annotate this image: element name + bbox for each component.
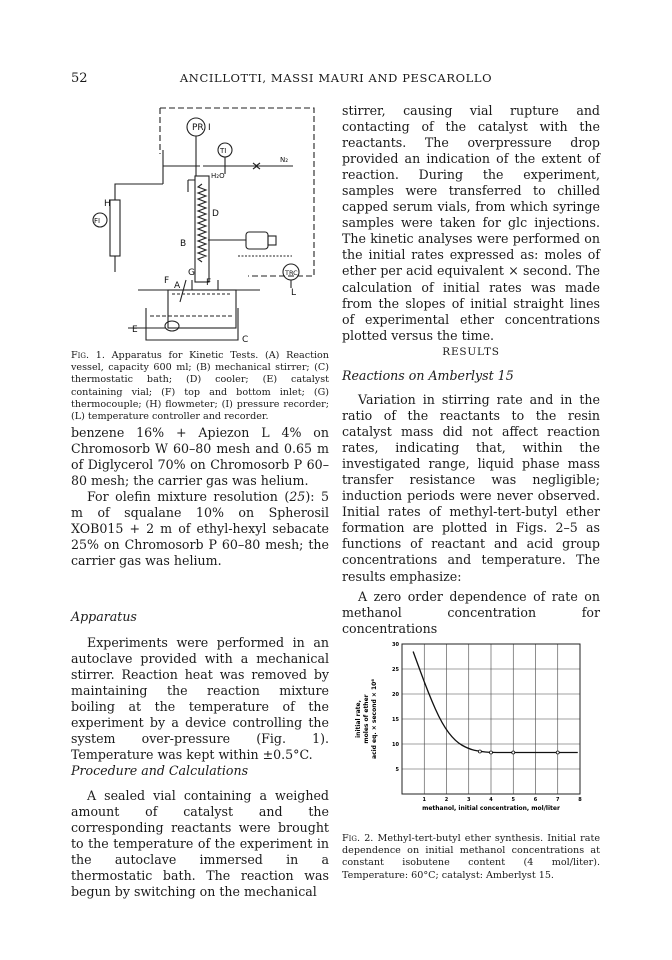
heading-amberlyst: Reactions on Amberlyst 15: [342, 368, 514, 383]
label-g: G: [188, 268, 195, 278]
reference-number: 25: [289, 489, 306, 505]
left-column-apparatus: [71, 635, 329, 763]
series-line: [413, 652, 578, 753]
right-column-results: [342, 392, 600, 637]
figure-1-caption-text: Apparatus for Kinetic Tests. (A) Reaction vessel, capacity 600 ml; (B) mechanical stirrer; (C) thermostatic bath; (D) cooler; (E) catalyst containing vial; (F) top and bottom inlet; (G) thermocouple; (H) flowmeter; (I) pressure recorder; (L) temperature controller and recorder.: [71, 350, 329, 423]
paragraph-apparatus: Experiments were performed in an autoclave provided with a mechanical stirrer. Reaction heat was removed by maintaining the reaction mixture boiling at the temperature of the experiment by a device controlling the system over-pressure (Fig. 1). Temperature was kept within ±0.5°C.: [71, 635, 329, 763]
y-tick-label: 30: [392, 642, 399, 648]
paragraph-results: Variation in stirring rate and in the ratio of the reactants to the resin catalyst mass did not affect reaction rates, indicating that, within the investigated range, liquid phase mass transfer resistance was negligible; induction periods were never observed. Initial rates of methyl-tert-butyl ether formation are plotted in Figs. 2–5 as functions of reactant and acid group concentrations and temperature. The results emphasize:: [342, 392, 600, 584]
x-tick-label: 8: [578, 797, 582, 803]
x-axis-label: methanol, initial concentration, mol/liter: [422, 805, 560, 812]
y-axis-label-line-1: initial rate,: [355, 700, 362, 738]
y-axis-label-line-2: moles of ether: [363, 694, 370, 744]
figure-2-caption-lead: Fig. 2.: [342, 833, 374, 844]
paragraph-procedure: A sealed vial containing a weighed amount of catalyst and the corresponding reactants were brought to the temperature of the experiment in the autoclave immersed in a thermostatic bath. The reaction was begun by switching on the mechanical: [71, 788, 329, 900]
paragraph-method: stirrer, causing vial rupture and contacting of the catalyst with the reactants. The overpressure drop provided an indication of the extent of reaction. During the experiment, samples were transferred to chilled capped serum vials, from which syringe samples were taken for glc injections. The kinetic analyses were performed on the initial rates expressed as: moles of ether per acid equivalent × second. The calculation of initial rates was made from the slopes of initial straight lines of experimental ether concentrations plotted versus the time.: [342, 103, 600, 343]
label-d: D: [212, 209, 219, 219]
figure-1-caption-lead: Fig. 1.: [71, 350, 105, 361]
x-tick-label: 6: [533, 797, 538, 803]
label-f-right: F: [206, 278, 212, 288]
data-point: [490, 751, 493, 754]
left-column-top: [71, 425, 329, 569]
figure-2-chart: [340, 636, 602, 826]
paragraph-olefin-resolution: For olefin mixture resolution (25): 5 m of squalane 10% on Spherosil XOB015 + 2 m of ethyl-hexyl sebacate 25% on Chromosorb P 60–80 mesh; the carrier gas was helium.: [71, 489, 329, 569]
y-axis-label-line-3: acid eq. × second × 10⁶: [371, 679, 378, 759]
y-tick-label: 5: [395, 767, 399, 773]
figure-2-caption-text: Methyl-tert-butyl ether synthesis. Initial rate dependence on initial methanol concentrations at constant isobutene content (4 mol/liter). Temperature: 60°C; catalyst: Amberlyst 15.: [342, 833, 600, 881]
label-h2o: H₂O: [211, 172, 225, 180]
x-tick-label: 2: [444, 797, 449, 803]
figure-1-caption: [71, 350, 329, 423]
label-f-left: F: [164, 276, 170, 286]
label-i: I: [208, 123, 211, 133]
paragraph-zero-order: A zero order dependence of rate on methanol concentration for concentrations: [342, 588, 600, 636]
y-tick-label: 20: [392, 692, 399, 698]
label-ti: TI: [220, 147, 227, 155]
page-number: 52: [71, 71, 88, 86]
y-tick-label: 10: [392, 742, 399, 748]
right-column-top: [342, 103, 600, 344]
x-tick-label: 4: [489, 797, 493, 803]
label-c: C: [242, 335, 249, 344]
label-e: E: [132, 325, 138, 335]
x-tick-label: 3: [467, 797, 471, 803]
x-tick-label: 1: [422, 797, 426, 803]
heading-procedure: Procedure and Calculations: [71, 763, 249, 778]
data-point: [512, 751, 515, 754]
label-fi: FI: [94, 217, 101, 225]
figure-2-caption: [342, 833, 600, 882]
label-b: B: [180, 239, 187, 249]
data-point: [556, 751, 559, 754]
left-column-procedure: [71, 788, 329, 900]
y-tick-label: 25: [392, 667, 399, 673]
heading-results: RESULTS: [442, 346, 500, 358]
paragraph-gc-columns: benzene 16% + Apiezon L 4% on Chromosorb W 60–80 mesh and 0.65 m of Diglycerol 70% on Chromosorb P 60–80 mesh; the carrier gas was helium.: [71, 425, 329, 489]
label-pr: PR: [192, 123, 204, 133]
label-a: A: [174, 281, 181, 291]
figure-1-apparatus: [88, 104, 328, 344]
data-point: [478, 750, 481, 753]
x-tick-label: 7: [556, 797, 560, 803]
label-n2: N₂: [280, 156, 289, 164]
heading-apparatus: Apparatus: [71, 609, 137, 624]
label-l: L: [291, 288, 297, 298]
running-title: ANCILLOTTI, MASSI MAURI AND PESCAROLLO: [179, 71, 493, 85]
label-h: H: [104, 199, 111, 209]
label-trc: TRC: [285, 269, 298, 277]
y-tick-label: 15: [392, 717, 399, 723]
x-tick-label: 5: [511, 797, 515, 803]
